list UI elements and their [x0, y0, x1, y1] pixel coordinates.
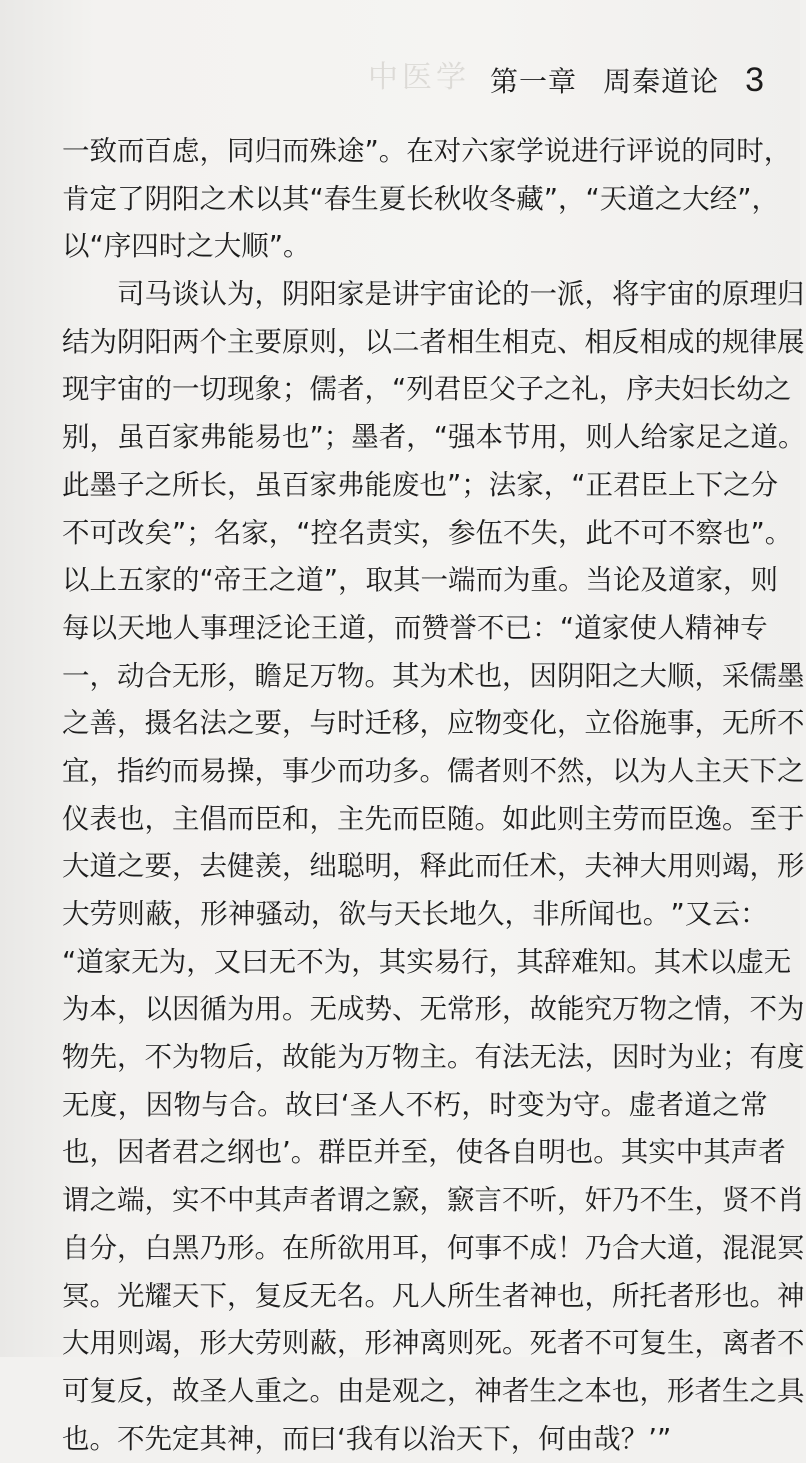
text-line: 可 复 反 ， 故 圣 人 重 之 。 由 是 观 之 ， 神 者 生 之 本 也 ， 形 者 生 之 具	[62, 1374, 805, 1407]
text-line: 物 先 ， 不 为 物 后 ， 故 能 为 万 物 主 。 有 法 无 法 ， 因 时 为 业 ； 有 度	[62, 1041, 805, 1074]
text-line: 冥 。 光 耀 天 下 ， 复 反 无 名 。 凡 人 所 生 者 神 也 ， 所 托 者 形 也 。 神	[62, 1279, 805, 1312]
text-line: 以 上 五 家 的 “ 帝 王 之 道 ” ， 取 其 一 端 而 为 重 。 当 论 及 道 家 ， 则	[62, 564, 778, 597]
text-line: 每 以 天 地 人 事 理 泛 论 王 道 ， 而 赞 誉 不 已 ： “ 道 家 使 人 精 神 专	[62, 611, 768, 644]
text-line: 谓 之 端 ， 实 不 中 其 声 者 谓 之 窾 ， 窾 言 不 听 ， 奸 乃 不 生 ， 贤 不 肖	[62, 1184, 805, 1217]
text-line: 大 用 则 竭 ， 形 大 劳 则 蔽 ， 形 神 离 则 死 。 死 者 不 可 复 生 ， 离 者 不	[62, 1327, 805, 1360]
text-line: 别 ， 虽 百 家 弗 能 易 也 ” ； 墨 者 ， “ 强 本 节 用 ， 则 人 给 家 足 之 道 。	[62, 421, 806, 454]
chapter-number: 第一章	[490, 65, 578, 98]
text-line: 现 宇 宙 的 一 切 现 象 ； 儒 者 ， “ 列 君 臣 父 子 之 礼 ， 序 夫 妇 长 幼 之	[62, 373, 792, 406]
text-line: 之 善 ， 摄 名 法 之 要 ， 与 时 迁 移 ， 应 物 变 化 ， 立 俗 施 事 ， 无 所 不	[62, 707, 805, 740]
faint-watermark-text: 中医学	[368, 60, 470, 95]
text-line: 为 本 ， 以 因 循 为 用 。 无 成 势 、 无 常 形 ， 故 能 究 万 物 之 情 ， 不 为	[62, 993, 805, 1026]
page-number: 3	[745, 60, 764, 99]
text-line: 结 为 阴 阳 两 个 主 要 原 则 ， 以 二 者 相 生 相 克 、 相 反 相 成 的 规 律 展	[62, 325, 805, 358]
text-line: 宜 ， 指 约 而 易 操 ， 事 少 而 功 多 。 儒 者 则 不 然 ， 以 为 人 主 天 下 之	[62, 754, 805, 787]
text-line: 司 马 谈 认 为 ， 阴 阳 家 是 讲 宇 宙 论 的 一 派 ， 将 宇 宙 的 原 理 归	[117, 278, 805, 311]
text-line: 肯 定 了 阴 阳 之 术 以 其 “ 春 生 夏 长 秋 收 冬 藏 ” ， “ 天 道 之 大 经 ” ，	[62, 182, 779, 215]
text-line: 大 劳 则 蔽 ， 形 神 骚 动 ， 欲 与 天 长 地 久 ， 非 所 闻 也 。 ” 又 云 ：	[62, 898, 768, 930]
text-line: 也 。 不 先 定 其 神 ， 而 曰 ‘ 我 有 以 治 天 下 ， 何 由 哉 ？ ’ ”	[62, 1422, 672, 1455]
text-line: 一 致 而 百 虑 ， 同 归 而 殊 途 ” 。 在 对 六 家 学 说 进 行 评 说 的 同 时 ，	[62, 135, 792, 167]
text-line: “ 道 家 无 为 ， 又 曰 无 不 为 ， 其 实 易 行 ， 其 辞 难 知 。 其 术 以 虚 无	[62, 945, 792, 978]
text-line: 也 ， 因 者 君 之 纲 也 ’ 。 群 臣 并 至 ， 使 各 自 明 也 。 其 实 中 其 声 者	[62, 1136, 786, 1169]
running-header	[490, 56, 764, 104]
chapter-title: 周秦道论	[603, 65, 720, 98]
text-line: 不 可 改 矣 ” ； 名 家 ， “ 控 名 责 实 ， 参 伍 不 失 ， 此 不 可 不 察 也 ” 。	[62, 516, 793, 549]
text-line: 大 道 之 要 ， 去 健 羡 ， 绌 聪 明 ， 释 此 而 任 术 ， 夫 神 大 用 则 竭 ， 形	[62, 850, 805, 883]
text-line: 一 ， 动 合 无 形 ， 瞻 足 万 物 。 其 为 术 也 ， 因 阴 阳 之 大 顺 ， 采 儒 墨	[62, 659, 805, 692]
text-line: 无 度 ， 因 物 与 合 。 故 曰 ‘ 圣 人 不 朽 ， 时 变 为 守 。 虚 者 道 之 常	[62, 1088, 768, 1121]
text-line: 此 墨 子 之 所 长 ， 虽 百 家 弗 能 废 也 ” ； 法 家 ， “ 正 君 臣 上 下 之 分	[62, 468, 778, 501]
text-line: 自 分 ， 白 黑 乃 形 。 在 所 欲 用 耳 ， 何 事 不 成 ！ 乃 合 大 道 ， 混 混 冥	[62, 1231, 805, 1264]
text-line: 以 “ 序 四 时 之 大 顺 ” 。	[62, 230, 311, 263]
text-line: 仪 表 也 ， 主 倡 而 臣 和 ， 主 先 而 臣 随 。 如 此 则 主 劳 而 臣 逸 。 至 于	[62, 802, 805, 835]
body-text	[62, 128, 806, 1463]
